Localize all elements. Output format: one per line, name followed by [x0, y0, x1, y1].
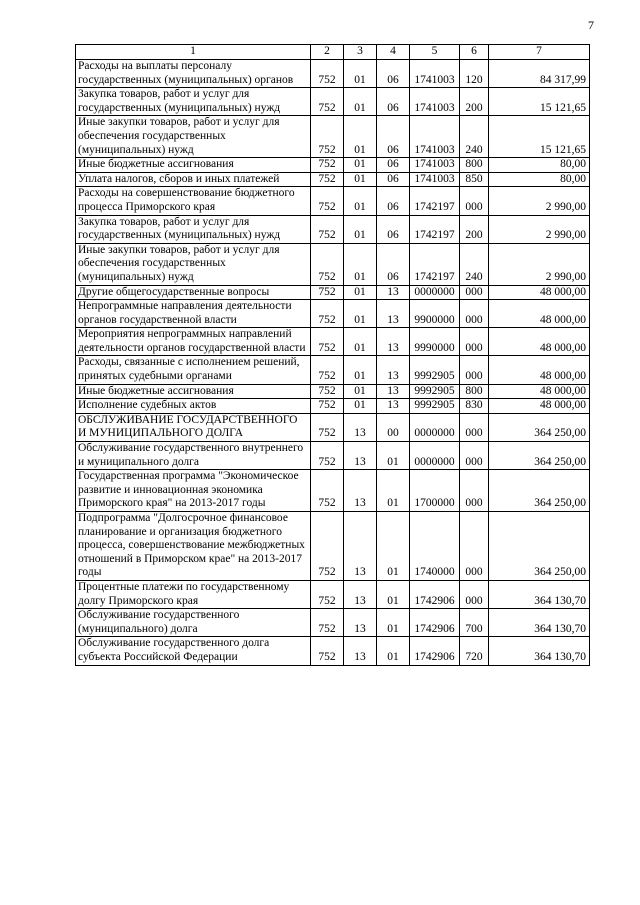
table-row	[76, 158, 590, 173]
row-section-cell: 01	[344, 88, 377, 116]
row-type-cell: 240	[460, 243, 489, 285]
row-name-cell: Обслуживание государственного (муниципального) долга	[76, 609, 311, 637]
row-type-cell: 000	[460, 470, 489, 512]
table-row	[76, 384, 590, 399]
row-name-cell: Закупка товаров, работ и услуг для государственных (муниципальных) нужд	[76, 215, 311, 243]
table-row	[76, 187, 590, 215]
table-row	[76, 512, 590, 581]
row-name-cell: Мероприятия непрограммных направлений деятельности органов государственной власти	[76, 328, 311, 356]
row-type-cell: 000	[460, 512, 489, 581]
table-row	[76, 413, 590, 441]
row-amount-cell: 48 000,00	[489, 285, 590, 300]
row-amount-cell: 15 121,65	[489, 116, 590, 158]
table-row	[76, 399, 590, 414]
row-target-cell: 1700000	[410, 470, 460, 512]
row-amount-cell: 364 130,70	[489, 609, 590, 637]
row-section-cell: 01	[344, 356, 377, 384]
row-type-cell: 000	[460, 413, 489, 441]
row-name-cell: Иные бюджетные ассигнования	[76, 384, 311, 399]
row-section-cell: 01	[344, 158, 377, 173]
row-subsection-cell: 13	[377, 328, 410, 356]
row-code-cell: 752	[311, 384, 344, 399]
row-type-cell: 000	[460, 442, 489, 470]
row-target-cell: 1741003	[410, 172, 460, 187]
row-subsection-cell: 00	[377, 413, 410, 441]
row-amount-cell: 364 250,00	[489, 442, 590, 470]
row-name-cell: Государственная программа "Экономическое развитие и инновационная экономика Приморского края" на 2013-2017 годы	[76, 470, 311, 512]
row-section-cell: 01	[344, 300, 377, 328]
row-name-cell: Иные закупки товаров, работ и услуг для обеспечения государственных (муниципальных) нужд	[76, 116, 311, 158]
row-type-cell: 200	[460, 215, 489, 243]
row-target-cell: 1742197	[410, 187, 460, 215]
row-code-cell: 752	[311, 637, 344, 665]
row-code-cell: 752	[311, 413, 344, 441]
row-code-cell: 752	[311, 187, 344, 215]
row-target-cell: 0000000	[410, 442, 460, 470]
table-row	[76, 637, 590, 665]
row-name-cell: Иные бюджетные ассигнования	[76, 158, 311, 173]
row-type-cell: 000	[460, 187, 489, 215]
row-section-cell: 01	[344, 116, 377, 158]
row-amount-cell: 2 990,00	[489, 215, 590, 243]
row-section-cell: 01	[344, 243, 377, 285]
row-type-cell: 700	[460, 609, 489, 637]
row-target-cell: 0000000	[410, 413, 460, 441]
row-type-cell: 000	[460, 580, 489, 608]
row-subsection-cell: 06	[377, 215, 410, 243]
row-section-cell: 01	[344, 215, 377, 243]
row-subsection-cell: 06	[377, 187, 410, 215]
row-section-cell: 01	[344, 384, 377, 399]
table-row	[76, 215, 590, 243]
table-row	[76, 609, 590, 637]
row-amount-cell: 80,00	[489, 158, 590, 173]
row-code-cell: 752	[311, 172, 344, 187]
row-name-cell: Расходы на выплаты персоналу государственных (муниципальных) органов	[76, 60, 311, 88]
row-name-cell: Исполнение судебных актов	[76, 399, 311, 414]
row-subsection-cell: 01	[377, 609, 410, 637]
row-amount-cell: 364 250,00	[489, 413, 590, 441]
row-subsection-cell: 01	[377, 512, 410, 581]
row-section-cell: 01	[344, 399, 377, 414]
table-row	[76, 285, 590, 300]
header-row	[76, 45, 590, 60]
row-section-cell: 13	[344, 470, 377, 512]
table-row	[76, 442, 590, 470]
row-code-cell: 752	[311, 470, 344, 512]
row-section-cell: 01	[344, 187, 377, 215]
row-subsection-cell: 13	[377, 300, 410, 328]
row-name-cell: Закупка товаров, работ и услуг для государственных (муниципальных) нужд	[76, 88, 311, 116]
row-code-cell: 752	[311, 243, 344, 285]
row-subsection-cell: 01	[377, 580, 410, 608]
row-type-cell: 200	[460, 88, 489, 116]
row-code-cell: 752	[311, 399, 344, 414]
row-code-cell: 752	[311, 300, 344, 328]
row-type-cell: 800	[460, 384, 489, 399]
row-type-cell: 830	[460, 399, 489, 414]
row-name-cell: Другие общегосударственные вопросы	[76, 285, 311, 300]
row-subsection-cell: 06	[377, 243, 410, 285]
row-amount-cell: 80,00	[489, 172, 590, 187]
row-amount-cell: 48 000,00	[489, 399, 590, 414]
row-amount-cell: 364 250,00	[489, 470, 590, 512]
row-target-cell: 9900000	[410, 300, 460, 328]
row-type-cell: 000	[460, 328, 489, 356]
row-name-cell: ОБСЛУЖИВАНИЕ ГОСУДАРСТВЕННОГО И МУНИЦИПАЛЬНОГО ДОЛГА	[76, 413, 311, 441]
row-name-cell: Процентные платежи по государственному долгу Приморского края	[76, 580, 311, 608]
row-name-cell: Обслуживание государственного долга субъекта Российской Федерации	[76, 637, 311, 665]
row-code-cell: 752	[311, 88, 344, 116]
table-row	[76, 116, 590, 158]
row-subsection-cell: 06	[377, 60, 410, 88]
row-section-cell: 13	[344, 637, 377, 665]
row-subsection-cell: 01	[377, 637, 410, 665]
row-code-cell: 752	[311, 215, 344, 243]
row-section-cell: 13	[344, 512, 377, 581]
row-type-cell: 240	[460, 116, 489, 158]
row-target-cell: 1742906	[410, 637, 460, 665]
row-target-cell: 1742197	[410, 215, 460, 243]
header-col-6: 6	[460, 45, 489, 60]
table-row	[76, 88, 590, 116]
header-col-1: 1	[76, 45, 311, 60]
row-target-cell: 9990000	[410, 328, 460, 356]
row-type-cell: 000	[460, 300, 489, 328]
table-row	[76, 470, 590, 512]
header-col-2: 2	[311, 45, 344, 60]
row-subsection-cell: 06	[377, 158, 410, 173]
row-type-cell: 000	[460, 356, 489, 384]
table-row	[76, 300, 590, 328]
row-code-cell: 752	[311, 328, 344, 356]
row-section-cell: 13	[344, 609, 377, 637]
row-subsection-cell: 06	[377, 116, 410, 158]
row-name-cell: Подпрограмма "Долгосрочное финансовое планирование и организация бюджетного процесса, совершенствование межбюджетных отношений в Приморском крае" на 2013-2017 годы	[76, 512, 311, 581]
row-subsection-cell: 06	[377, 88, 410, 116]
row-target-cell: 1741003	[410, 116, 460, 158]
row-target-cell: 1742197	[410, 243, 460, 285]
row-section-cell: 13	[344, 580, 377, 608]
row-type-cell: 800	[460, 158, 489, 173]
row-target-cell: 1741003	[410, 88, 460, 116]
row-code-cell: 752	[311, 116, 344, 158]
row-target-cell: 9992905	[410, 384, 460, 399]
row-target-cell: 0000000	[410, 285, 460, 300]
row-amount-cell: 15 121,65	[489, 88, 590, 116]
row-subsection-cell: 01	[377, 442, 410, 470]
row-amount-cell: 48 000,00	[489, 300, 590, 328]
row-target-cell: 9992905	[410, 356, 460, 384]
budget-table	[75, 44, 590, 666]
row-name-cell: Иные закупки товаров, работ и услуг для обеспечения государственных (муниципальных) нужд	[76, 243, 311, 285]
row-name-cell: Расходы, связанные с исполнением решений, принятых судебными органами	[76, 356, 311, 384]
row-subsection-cell: 13	[377, 399, 410, 414]
row-amount-cell: 48 000,00	[489, 328, 590, 356]
row-code-cell: 752	[311, 158, 344, 173]
row-section-cell: 01	[344, 60, 377, 88]
table-row	[76, 580, 590, 608]
row-code-cell: 752	[311, 285, 344, 300]
row-amount-cell: 2 990,00	[489, 187, 590, 215]
row-code-cell: 752	[311, 356, 344, 384]
row-target-cell: 1742906	[410, 609, 460, 637]
row-subsection-cell: 06	[377, 172, 410, 187]
table-row	[76, 60, 590, 88]
row-target-cell: 1741003	[410, 158, 460, 173]
row-amount-cell: 364 130,70	[489, 580, 590, 608]
row-amount-cell: 2 990,00	[489, 243, 590, 285]
row-section-cell: 13	[344, 413, 377, 441]
row-type-cell: 120	[460, 60, 489, 88]
row-name-cell: Непрограммные направления деятельности органов государственной власти	[76, 300, 311, 328]
row-target-cell: 9992905	[410, 399, 460, 414]
row-target-cell: 1740000	[410, 512, 460, 581]
row-section-cell: 01	[344, 172, 377, 187]
row-code-cell: 752	[311, 609, 344, 637]
row-section-cell: 01	[344, 328, 377, 356]
row-type-cell: 000	[460, 285, 489, 300]
row-code-cell: 752	[311, 442, 344, 470]
row-name-cell: Обслуживание государственного внутреннего и муниципального долга	[76, 442, 311, 470]
header-col-7: 7	[489, 45, 590, 60]
row-type-cell: 850	[460, 172, 489, 187]
header-col-3: 3	[344, 45, 377, 60]
row-amount-cell: 48 000,00	[489, 356, 590, 384]
row-subsection-cell: 01	[377, 470, 410, 512]
row-amount-cell: 364 250,00	[489, 512, 590, 581]
row-subsection-cell: 13	[377, 356, 410, 384]
table-row	[76, 172, 590, 187]
row-subsection-cell: 13	[377, 285, 410, 300]
row-type-cell: 720	[460, 637, 489, 665]
row-amount-cell: 364 130,70	[489, 637, 590, 665]
row-target-cell: 1742906	[410, 580, 460, 608]
row-target-cell: 1741003	[410, 60, 460, 88]
row-amount-cell: 48 000,00	[489, 384, 590, 399]
header-col-4: 4	[377, 45, 410, 60]
row-section-cell: 13	[344, 442, 377, 470]
table-row	[76, 328, 590, 356]
row-code-cell: 752	[311, 580, 344, 608]
table-row	[76, 243, 590, 285]
row-name-cell: Уплата налогов, сборов и иных платежей	[76, 172, 311, 187]
page-number: 7	[588, 18, 594, 32]
header-col-5: 5	[410, 45, 460, 60]
row-section-cell: 01	[344, 285, 377, 300]
row-code-cell: 752	[311, 512, 344, 581]
row-code-cell: 752	[311, 60, 344, 88]
row-amount-cell: 84 317,99	[489, 60, 590, 88]
table-row	[76, 356, 590, 384]
row-subsection-cell: 13	[377, 384, 410, 399]
row-name-cell: Расходы на совершенствование бюджетного процесса Приморского края	[76, 187, 311, 215]
